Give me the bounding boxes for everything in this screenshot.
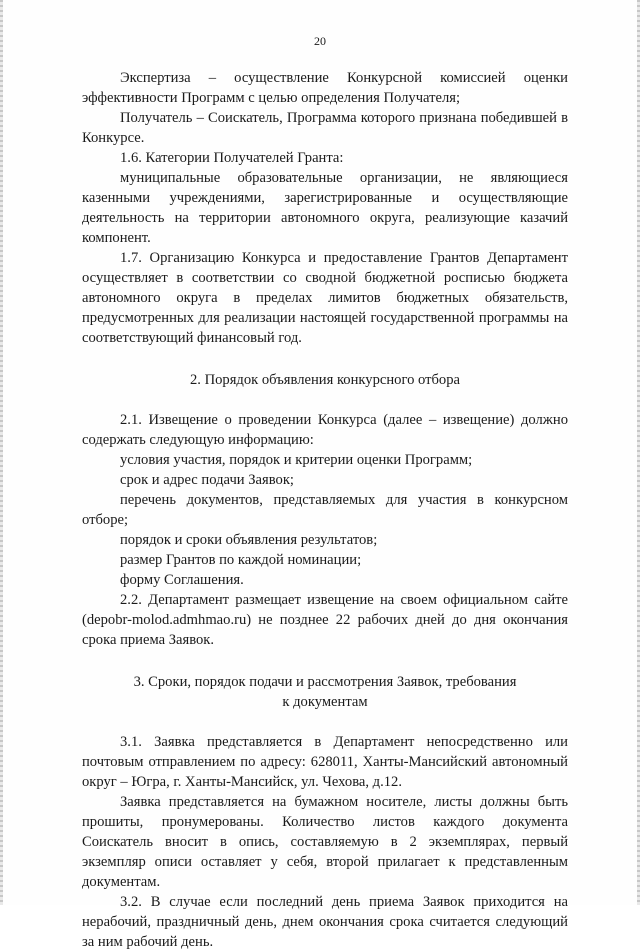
section-heading-2: 2. Порядок объявления конкурсного отбора <box>189 372 461 388</box>
paragraph-expertiza: Экспертиза – осуществление Конкурсной комиссией оценки эффективности Программ с целью определения Получателя; <box>82 70 568 106</box>
scan-edge-left <box>0 0 3 905</box>
paragraph-2-2: 2.2. Департамент размещает извещение на своем официальном сайте (depobr-molod.admhmao.ru) не позднее 22 рабочих дней до дня окончания срока приема Заявок. <box>82 592 568 648</box>
page-number: 20 <box>314 34 326 48</box>
list-item-documents: перечень документов, представляемых для участия в конкурсном отборе; <box>82 492 568 528</box>
paragraph-3-1: 3.1. Заявка представляется в Департамент непосредственно или почтовым отправлением по адресу: 628011, Ханты-Мансийский автономный округ – Югра, г. Ханты-Мансийск, ул. Чехова, д.12. <box>82 734 568 790</box>
list-item-results: порядок и сроки объявления результатов; <box>120 532 378 548</box>
paragraph-poluchatel: Получатель – Соискатель, Программа которого признана победившей в Конкурсе. <box>82 110 568 146</box>
list-item-deadline-address: срок и адрес подачи Заявок; <box>120 472 294 488</box>
list-item-grant-size: размер Грантов по каждой номинации; <box>120 552 362 568</box>
document-body <box>82 68 568 952</box>
section-heading-3-line2: к документам <box>282 694 368 710</box>
paragraph-paper-format: Заявка представляется на бумажном носителе, листы должны быть прошиты, пронумерованы. Количество листов каждого документа Соискатель вносит в опись, составляемую в 2 экземплярах, первый экземпляр описи оставляет у себя, второй прилагает к представленным документам. <box>82 794 568 890</box>
list-item-conditions: условия участия, порядок и критерии оценки Программ; <box>120 452 473 468</box>
section-heading-3 <box>82 672 568 712</box>
paragraph-2-1: 2.1. Извещение о проведении Конкурса (далее – извещение) должно содержать следующую информацию: <box>82 412 568 448</box>
paragraph-1-6: 1.6. Категории Получателей Гранта: <box>120 150 344 166</box>
paragraph-3-2: 3.2. В случае если последний день приема Заявок приходится на нерабочий, праздничный день, днем окончания срока считается следующий за ним рабочий день. <box>82 894 568 950</box>
paragraph-categories: муниципальные образовательные организации, не являющиеся казенными учреждениями, зарегистрированные и осуществляющие деятельность на территории автономного округа, реализующие казачий компонент. <box>82 170 568 246</box>
paragraph-1-7: 1.7. Организацию Конкурса и предоставление Грантов Департамент осуществляет в соответствии со сводной бюджетной росписью бюджета автономного округа в пределах лимитов бюджетных обязательств, предусмотренных для реализации настоящей государственной программы на соответствующий финансовый год. <box>82 250 568 346</box>
list-item-agreement-form: форму Соглашения. <box>120 572 244 588</box>
section-heading-3-line1: 3. Сроки, порядок подачи и рассмотрения Заявок, требования <box>133 674 517 690</box>
